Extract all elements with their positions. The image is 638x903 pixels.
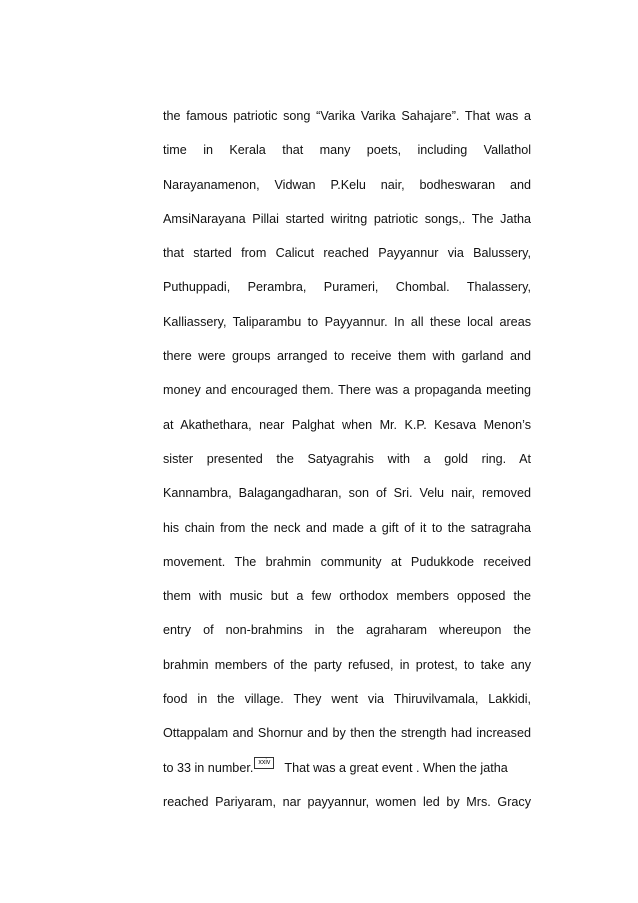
text-line: Kalliassery, Taliparambu to Payyannur. In all these local areas [163, 314, 531, 329]
text-line: entry of non-brahmins in the agraharam whereupon the [163, 623, 531, 638]
text-line: time in Kerala that many poets, including Vallathol [163, 143, 531, 158]
body-text [163, 104, 531, 824]
footnote-reference[interactable]: xxiv [254, 757, 274, 769]
text-line: food in the village. They went via Thiruvilvamala, Lakkidi, [163, 692, 531, 707]
text-line: at Akathethara, near Palghat when Mr. K.P. Kesava Menon’s [163, 417, 531, 432]
text-line: there were groups arranged to receive them with garland and [163, 349, 531, 364]
text-line: reached Pariyaram, nar payyannur, women led by Mrs. Gracy [163, 794, 531, 809]
text-line: his chain from the neck and made a gift of it to the satragraha [163, 520, 531, 535]
text-line: Puthuppadi, Perambra, Purameri, Chombal. Thalassery, [163, 280, 531, 295]
text-line: AmsiNarayana Pillai started wiritng patriotic songs,. The Jatha [163, 211, 531, 226]
text-line-with-footnote [163, 756, 531, 790]
text-line: sister presented the Satyagrahis with a gold ring. At [163, 451, 531, 466]
text-line: brahmin members of the party refused, in protest, to take any [163, 657, 531, 672]
footnote-line-after: That was a great event . When the jatha [284, 760, 508, 775]
text-line: movement. The brahmin community at Pudukkode received [163, 554, 531, 569]
text-line: that started from Calicut reached Payyannur via Balussery, [163, 246, 531, 261]
text-line: Narayanamenon, Vidwan P.Kelu nair, bodheswaran and [163, 177, 531, 192]
text-line: the famous patriotic song “Varika Varika Sahajare”. That was a [163, 109, 531, 123]
text-line: them with music but a few orthodox members opposed the [163, 589, 531, 604]
text-line: money and encouraged them. There was a propaganda meeting [163, 383, 531, 398]
text-line: Kannambra, Balagangadharan, son of Sri. Velu nair, removed [163, 486, 531, 501]
text-line: Ottappalam and Shornur and by then the strength had increased [163, 726, 531, 741]
footnote-line-before: to 33 in number. [163, 760, 254, 775]
